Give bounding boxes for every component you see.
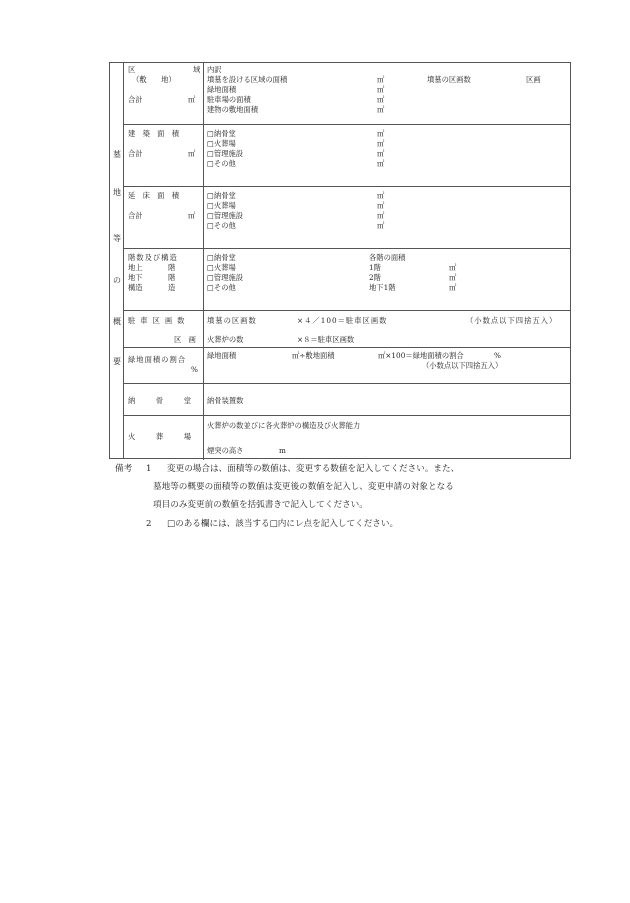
checkbox-item[interactable]: □その他 xyxy=(207,283,236,292)
row-building-area xyxy=(124,125,570,187)
label-text: 駐車区画数 xyxy=(128,316,190,325)
unit-label: ㎡ xyxy=(377,85,385,94)
floor-name: 1階 xyxy=(369,263,381,272)
formula-text: ×４／100＝駐車区画数 xyxy=(297,316,388,325)
rounding-note: （小数点以下四捨五入） xyxy=(422,361,503,370)
formula-text: ×８＝駐車区画数 xyxy=(297,335,355,344)
label-text: （敷 地） xyxy=(132,75,176,84)
unit-label: ㎡ xyxy=(377,201,385,210)
cemetery-overview-table xyxy=(109,62,571,459)
row-label xyxy=(124,348,204,383)
unit-label: 区 画 xyxy=(174,335,196,344)
checkbox-item[interactable]: □火葬場 xyxy=(207,201,236,210)
unit-label: 階 xyxy=(168,273,176,282)
unit-label: ㎡ xyxy=(377,95,385,104)
checkbox-item[interactable]: □管理施設 xyxy=(207,211,244,220)
unit-label: ㎡ xyxy=(377,105,385,114)
total-label: 合計 xyxy=(128,211,143,220)
checkbox-item[interactable]: □納骨堂 xyxy=(207,191,236,200)
unit-label: m xyxy=(279,446,286,455)
unit-label: ㎡ xyxy=(377,139,385,148)
total-label: 合計 xyxy=(128,95,143,104)
field-label: 緑地面積 xyxy=(207,85,237,94)
checkbox-item[interactable]: □火葬場 xyxy=(207,139,236,148)
label-text: 区 xyxy=(128,65,136,74)
floor-area-title: 各階の面積 xyxy=(369,253,406,262)
side-label-char: の xyxy=(113,276,121,285)
label-text: 延 床 面 積 xyxy=(128,191,180,200)
row-content xyxy=(204,125,570,186)
side-label-char: 地 xyxy=(113,188,121,197)
note-number: 2 xyxy=(146,519,152,529)
label-text: 緑地面積の割合 xyxy=(128,355,187,364)
row-floors-structure xyxy=(124,249,570,311)
unit-label: ㎡ xyxy=(377,211,385,220)
unit-label: ㎡ xyxy=(188,211,196,220)
unit-label: ㎡ xyxy=(188,95,196,104)
row-label xyxy=(124,249,204,310)
row-label xyxy=(124,416,204,460)
unit-label: ㎡ xyxy=(377,129,385,138)
unit-label: ㎡ xyxy=(377,191,385,200)
row-floor-area xyxy=(124,187,570,249)
unit-label: ㎡ xyxy=(377,75,385,84)
side-label-char: 要 xyxy=(113,357,121,366)
unit-label: ㎡ xyxy=(188,149,196,158)
note-text: 項目のみ変更前の数値を括弧書きで記入してください。 xyxy=(153,500,368,510)
breakdown-title: 内訳 xyxy=(207,65,222,74)
checkbox-item[interactable]: □納骨堂 xyxy=(207,253,236,262)
floor-name: 2階 xyxy=(369,273,381,282)
side-label-char: 墓 xyxy=(113,150,121,159)
label-text: 地下 xyxy=(128,273,143,282)
unit-label: ㎡ xyxy=(449,263,457,272)
row-content xyxy=(204,311,570,347)
label-text: 火 葬 場 xyxy=(128,432,194,441)
row-label xyxy=(124,187,204,248)
label-text: 階数及び構造 xyxy=(128,253,178,262)
row-content xyxy=(204,187,570,248)
floor-name: 地下1階 xyxy=(369,283,396,292)
label-text: 構造 xyxy=(128,283,143,292)
field-label: 火葬炉の数並びに各火葬炉の構造及び火葬能力 xyxy=(207,421,361,430)
rounding-note: （小数点以下四捨五入） xyxy=(466,316,558,325)
checkbox-item[interactable]: □管理施設 xyxy=(207,273,244,282)
formula-text: 墳墓の区画数 xyxy=(207,316,257,325)
row-parking xyxy=(124,311,570,348)
unit-label: ㎡ xyxy=(449,273,457,282)
checkbox-item[interactable]: □その他 xyxy=(207,159,236,168)
plots-label: 墳墓の区画数 xyxy=(427,75,471,84)
row-label xyxy=(124,311,204,347)
row-content xyxy=(204,249,570,310)
side-label-column xyxy=(110,63,124,458)
total-label: 合計 xyxy=(128,149,143,158)
field-label: 駐車場の面積 xyxy=(207,95,251,104)
unit-label: ㎡ xyxy=(377,159,385,168)
row-label xyxy=(124,384,204,415)
row-green-ratio xyxy=(124,348,570,384)
row-crematorium xyxy=(124,416,570,460)
formula-text: ㎡÷敷地面積 xyxy=(292,351,335,360)
field-label: 煙突の高さ xyxy=(207,446,244,455)
formula-text: ㎡×100＝緑地面積の割合 xyxy=(378,351,464,360)
label-text: 納 骨 堂 xyxy=(128,396,194,405)
checkbox-item[interactable]: □その他 xyxy=(207,221,236,230)
note-number: 1 xyxy=(146,464,152,474)
formula-text: 火葬炉の数 xyxy=(207,335,244,344)
checkbox-item[interactable]: □火葬場 xyxy=(207,263,236,272)
row-content xyxy=(204,384,570,415)
formula-text: 緑地面積 xyxy=(207,351,237,360)
row-label xyxy=(124,125,204,186)
row-content xyxy=(204,348,570,383)
unit-label: ㎡ xyxy=(377,221,385,230)
unit-label: % xyxy=(191,365,198,374)
label-text: 域 xyxy=(193,65,201,74)
row-label xyxy=(124,63,204,124)
checkbox-item[interactable]: □管理施設 xyxy=(207,149,244,158)
field-label: 納骨装置数 xyxy=(207,396,244,405)
checkbox-item[interactable]: □納骨堂 xyxy=(207,129,236,138)
note-text: 墓地等の概要の面積等の数値は変更後の数値を記入し、変更申請の対象となる xyxy=(153,482,454,492)
unit-label: 階 xyxy=(168,263,176,272)
field-label: 墳墓を設ける区域の面積 xyxy=(207,75,288,84)
field-label: 建物の敷地面積 xyxy=(207,105,259,114)
row-content xyxy=(204,416,570,460)
row-ossuary xyxy=(124,384,570,416)
label-text: 建 築 面 積 xyxy=(128,129,180,138)
note-text: □のある欄には、該当する□内にレ点を記入してください。 xyxy=(167,519,399,529)
side-label-char: 概 xyxy=(113,317,121,326)
row-area xyxy=(124,63,570,125)
unit-label: ㎡ xyxy=(449,283,457,292)
unit-label: % xyxy=(494,351,501,360)
unit-label: 区画 xyxy=(526,75,541,84)
remarks-heading: 備考 xyxy=(115,464,133,474)
unit-label: ㎡ xyxy=(377,149,385,158)
note-text: 変更の場合は、面積等の数値は、変更する数値を記入してください。また、 xyxy=(167,464,460,474)
side-label-char: 等 xyxy=(113,234,121,243)
unit-label: 造 xyxy=(168,283,176,292)
label-text: 地上 xyxy=(128,263,143,272)
row-content xyxy=(204,63,570,124)
